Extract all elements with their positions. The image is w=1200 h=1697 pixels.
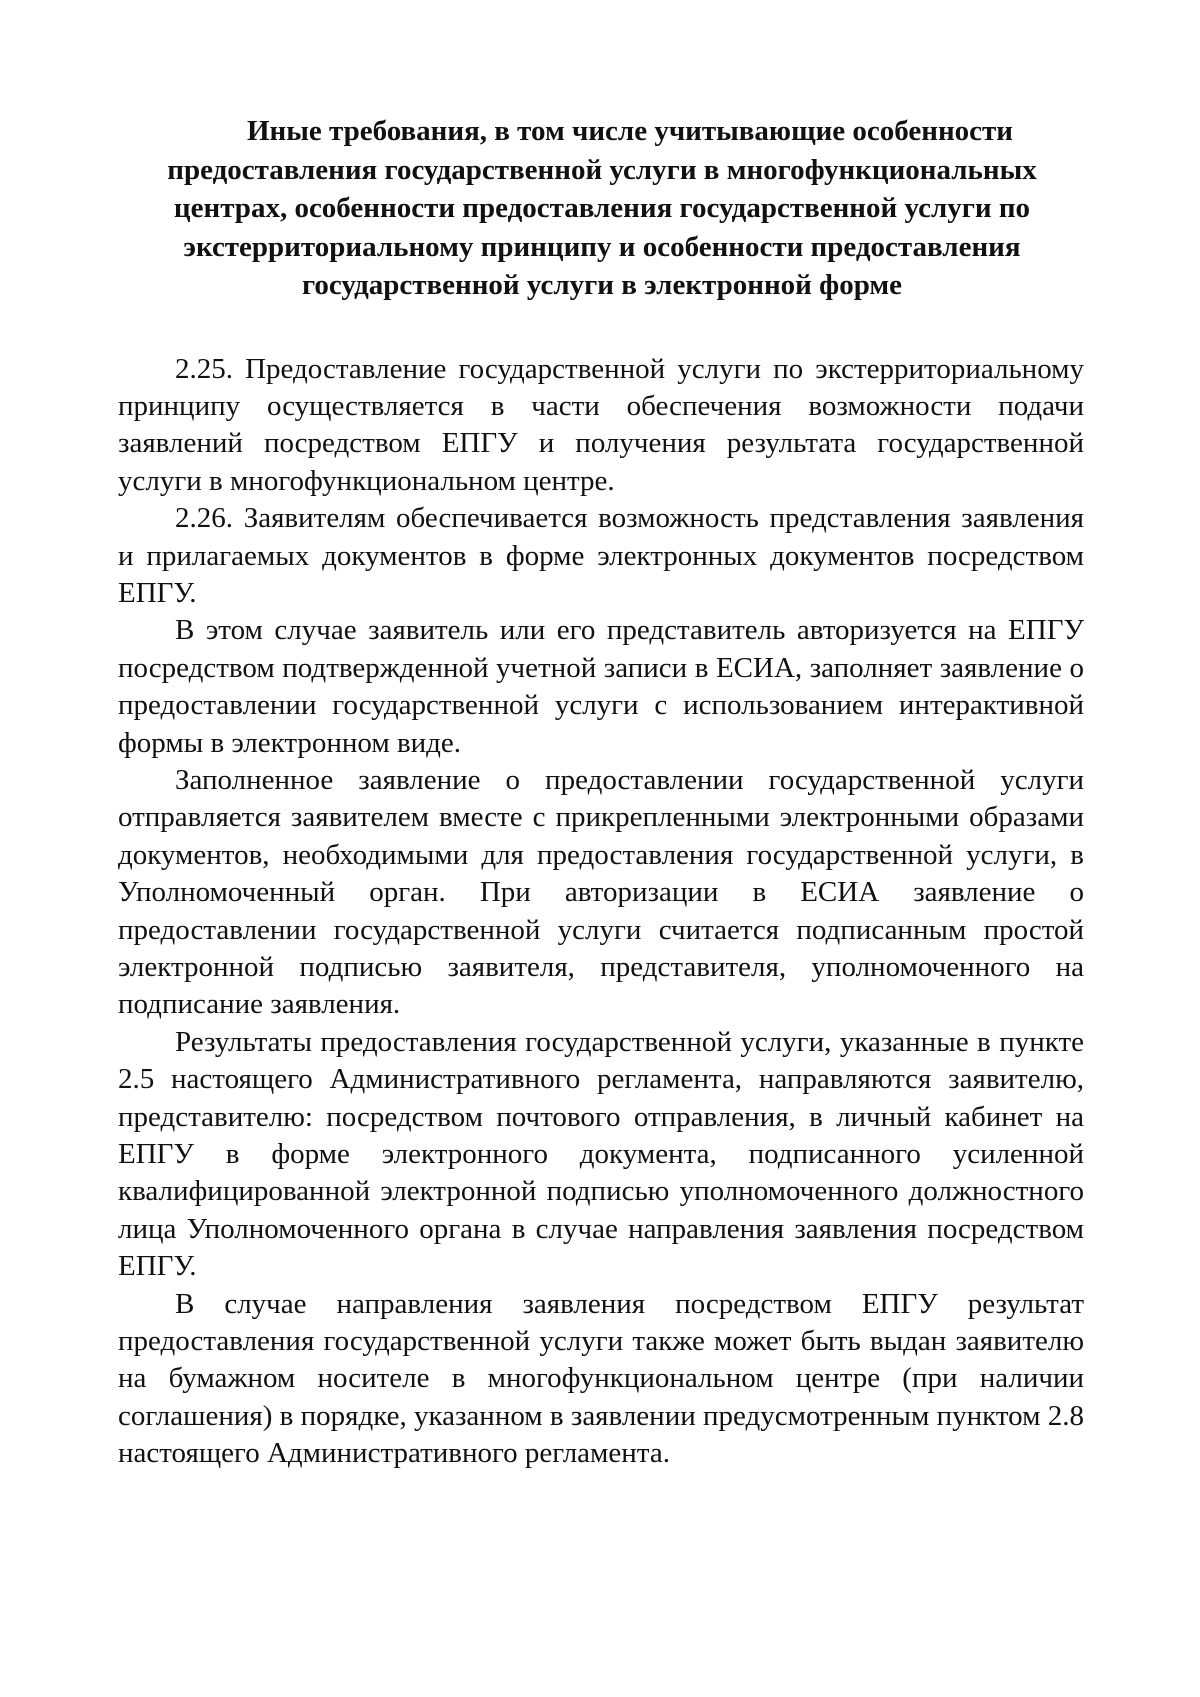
- paragraph-results: Результаты предоставления государственной услуги, указанные в пункте 2.5 настоящего Административного регламента, направляются заявителю, представителю: посредством почтового отправления, в личный кабинет на ЕПГУ в форме электронного документа, подписанного усиленной квалифицированной электронной подписью уполномоченного должностного лица Уполномоченного органа в случае направления заявления посредством ЕПГУ.: [118, 1025, 1084, 1283]
- body-text: [118, 351, 1084, 1473]
- heading-line: государственной услуги в электронной форме: [301, 269, 903, 301]
- heading-line: Иные требования, в том числе учитывающие особенности: [246, 115, 1014, 147]
- heading-line: предоставления государственной услуги в многофункциональных: [167, 153, 1037, 186]
- heading-line: экстерриториальному принципу и особенности предоставления: [183, 230, 1021, 263]
- paragraph-submission: Заполненное заявление о предоставлении государственной услуги отправляется заявителем вместе с прикрепленными электронными образами документов, необходимыми для предоставления государственной услуги, в Уполномоченный орган. При авторизации в ЕСИА заявление о предоставлении государственной услуги считается подписанным простой электронной подписью заявителя, представителя, уполномоченного на подписание заявления.: [118, 763, 1084, 1021]
- section-heading: [118, 112, 1084, 305]
- heading-line: центрах, особенности предоставления государственной услуги по: [173, 192, 1031, 224]
- paragraph-2-26: 2.26. Заявителям обеспечивается возможность представления заявления и прилагаемых документов в форме электронных документов посредством ЕПГУ.: [118, 502, 1084, 609]
- paragraph-authorization: В этом случае заявитель или его представитель авторизуется на ЕПГУ посредством подтвержденной учетной записи в ЕСИА, заполняет заявление о предоставлении государственной услуги с использованием интерактивной формы в электронном виде.: [118, 614, 1084, 759]
- paragraph-paper-result: В случае направления заявления посредством ЕПГУ результат предоставления государственной услуги также может быть выдан заявителю на бумажном носителе в многофункциональном центре (при наличии соглашения) в порядке, указанном в заявлении предусмотренным пунктом 2.8 настоящего Административного регламента.: [118, 1287, 1084, 1470]
- paragraph-2-25: 2.25. Предоставление государственной услуги по экстерриториальному принципу осуществляется в части обеспечения возможности подачи заявлений посредством ЕПГУ и получения результата государственной услуги в многофункциональном центре.: [118, 352, 1084, 497]
